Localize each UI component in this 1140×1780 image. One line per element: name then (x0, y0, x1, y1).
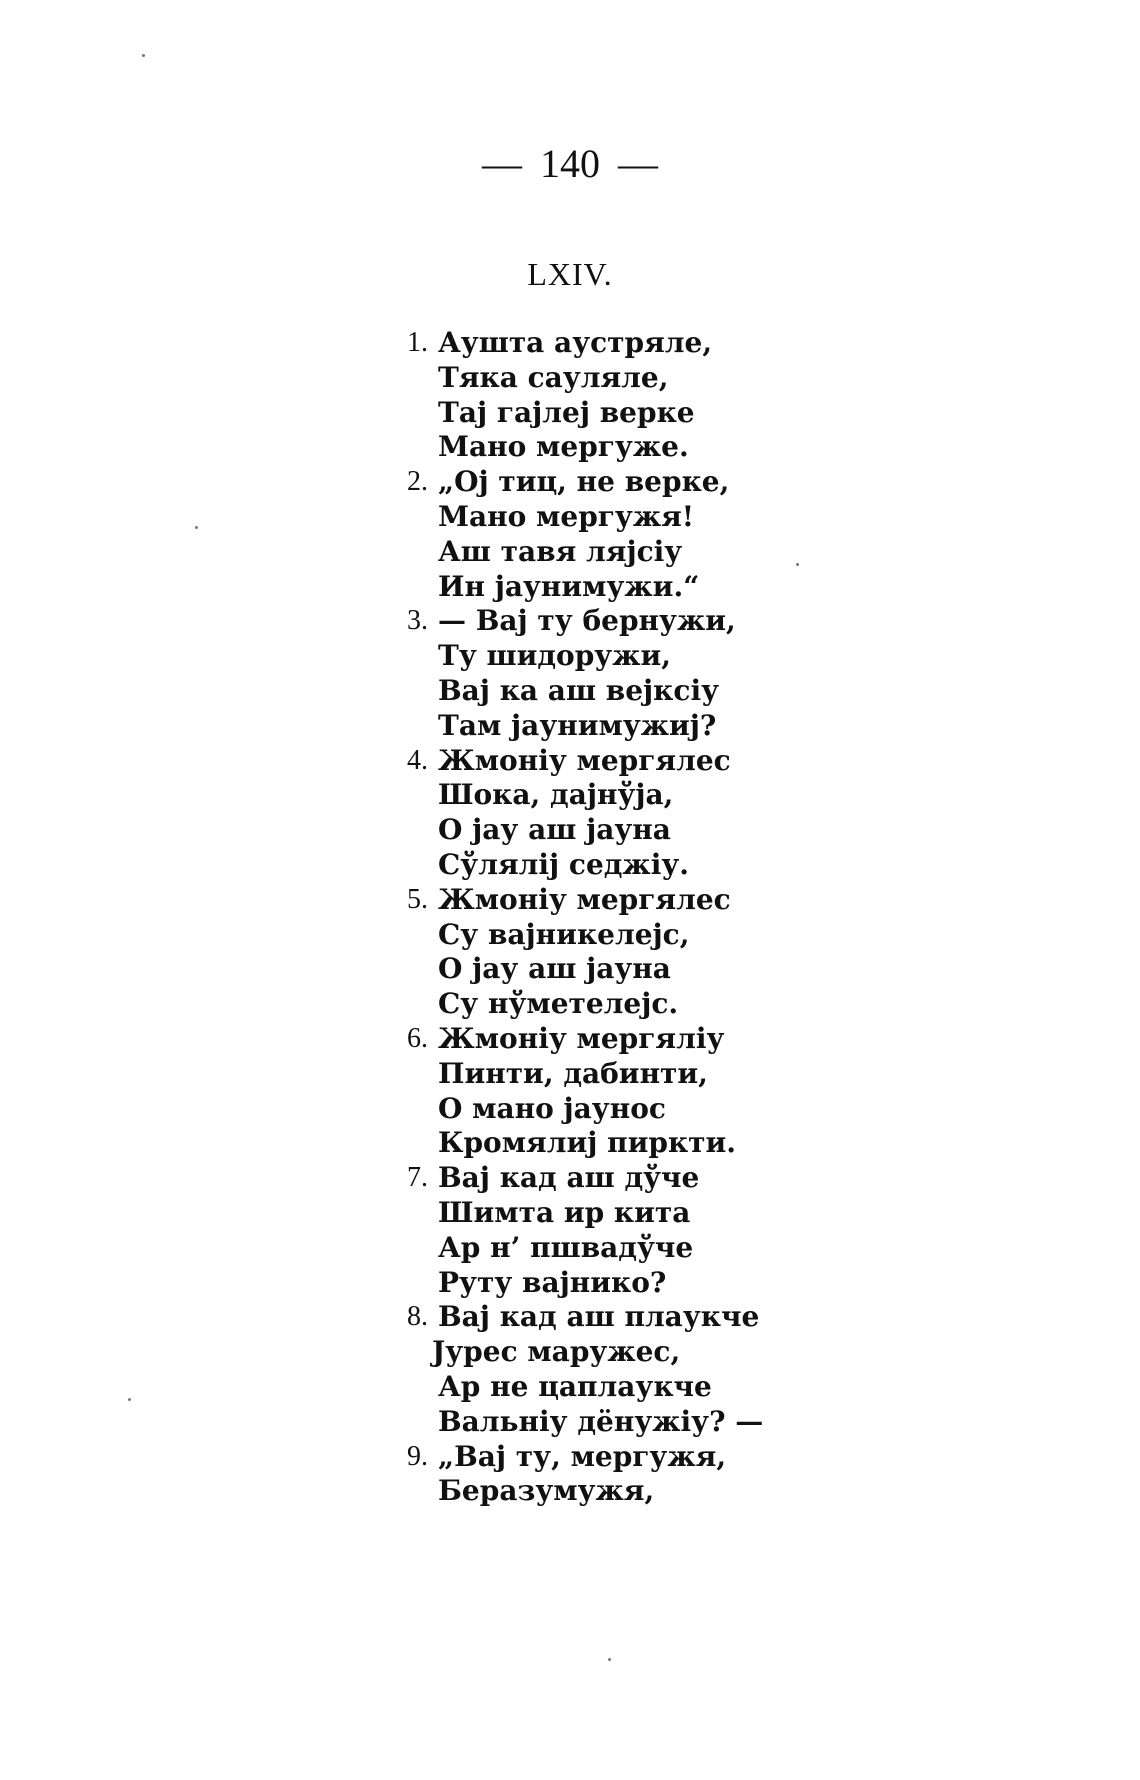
poem-line-text: „Вај ту, мергужя, (438, 1439, 727, 1473)
poem-line-text: Су вајникелејс, (438, 917, 690, 951)
scan-speck (608, 1658, 611, 1661)
stanza (370, 1440, 770, 1510)
poem-line (370, 952, 770, 987)
poem-line-text: Аш тавя ляјсіу (438, 534, 683, 568)
poem-line-text: Тај гајлеј верке (438, 395, 695, 429)
poem-line (370, 918, 770, 953)
stanza (370, 465, 770, 604)
poem-line (370, 430, 770, 465)
poem-line (370, 1161, 770, 1196)
poem-line-text: О мано јаунос (438, 1091, 666, 1125)
poem-line-text: О јау аш јауна (438, 813, 671, 847)
poem-line-text: О јау аш јауна (438, 952, 671, 986)
poem-line (370, 778, 770, 813)
poem-line (370, 744, 770, 779)
poem-line (370, 361, 770, 396)
poem-line-text: Вај кад аш плаукче (438, 1300, 760, 1334)
poem-line-text: Ту шидоружи, (438, 639, 671, 673)
stanza-number: 9. (407, 1440, 428, 1472)
stanza (370, 1300, 770, 1439)
poem-line-text: Шока, дајнўја, (438, 778, 674, 812)
poem-line (370, 987, 770, 1022)
poem-line (370, 326, 770, 361)
scan-speck (142, 54, 145, 57)
scan-speck (195, 526, 198, 529)
poem-line (370, 500, 770, 535)
poem-line (370, 570, 770, 605)
poem-line-text: Сўляліј седжіу. (438, 847, 690, 881)
stanza (370, 1161, 770, 1300)
stanza-number: 8. (407, 1301, 428, 1333)
stanza (370, 604, 770, 743)
poem-line (370, 674, 770, 709)
poem-line (370, 709, 770, 744)
poem-line (370, 883, 770, 918)
poem-line-text: Јурес маружес, (432, 1335, 681, 1369)
poem-line-text: Вај ка аш вејксіу (438, 673, 720, 707)
scan-speck (128, 1398, 131, 1401)
poem-line (370, 1300, 770, 1335)
stanza-number: 7. (407, 1162, 428, 1194)
poem-line-text: Жмоніу мергялес (438, 743, 731, 777)
poem-line-text: Жмоніу мергялес (438, 882, 731, 916)
poem-line (370, 1196, 770, 1231)
stanza (370, 883, 770, 1022)
poem-line-text: Пинти, дабинти, (438, 1056, 708, 1090)
poem-line-text: Вальніу дёнужіу? — (438, 1404, 764, 1438)
stanza (370, 744, 770, 883)
poem-line-text: Тяка сауляле, (438, 360, 669, 394)
poem-line-text: Мано мергуже. (438, 430, 689, 464)
page-header (0, 140, 1140, 187)
poem-line-text: Ин јаунимужи.“ (438, 569, 700, 603)
header-dash-right: — (618, 141, 658, 186)
poem-line (370, 465, 770, 500)
poem-line (370, 604, 770, 639)
poem-line (370, 639, 770, 674)
poem-line-text: Там јаунимужиј? (438, 708, 717, 742)
poem-line-text: — Вај ту бернужи, (438, 604, 736, 638)
stanza-number: 5. (407, 883, 428, 915)
stanza-number: 2. (407, 466, 428, 498)
poem-line-text: Ар не цаплаукче (438, 1369, 712, 1403)
poem-line (370, 1370, 770, 1405)
poem-line-text: Су нўметелејс. (438, 987, 679, 1021)
poem-line (370, 848, 770, 883)
stanza-number: 1. (407, 327, 428, 358)
stanza-number: 3. (407, 605, 428, 637)
poem-line-text: Руту вајнико? (438, 1265, 667, 1299)
poem-line-text: Аушта аустряле, (438, 326, 713, 359)
poem-line-text: Мано мергужя! (438, 499, 695, 533)
poem-line-text: „Ој тиц, не верке, (438, 465, 730, 499)
poem (370, 326, 770, 1509)
poem-line (370, 1126, 770, 1161)
poem-line (370, 1057, 770, 1092)
poem-line-text: Вај кад аш дўче (438, 1161, 700, 1195)
section-heading: LXIV. (527, 256, 613, 292)
stanza-number: 4. (407, 744, 428, 776)
page-number: 140 (540, 141, 600, 186)
poem-line (370, 1405, 770, 1440)
poem-line (370, 1335, 770, 1370)
stanza (370, 1022, 770, 1161)
poem-line (370, 396, 770, 431)
poem-line (370, 813, 770, 848)
poem-line (370, 535, 770, 570)
poem-line (370, 1022, 770, 1057)
poem-line-text: Кромялиј пиркти. (438, 1126, 737, 1160)
scan-speck (796, 563, 799, 566)
stanza (370, 326, 770, 465)
poem-line-text: Жмоніу мергяліу (438, 1021, 725, 1055)
poem-line-text: Беразумужя, (438, 1474, 655, 1508)
poem-line-text: Шимта ир кита (438, 1195, 691, 1229)
stanza-number: 6. (407, 1022, 428, 1054)
poem-line (370, 1474, 770, 1509)
header-dash-left: — (482, 141, 522, 186)
poem-line-text: Ар н’ пшвадўче (438, 1230, 694, 1264)
poem-line (370, 1092, 770, 1127)
poem-line (370, 1266, 770, 1301)
poem-line (370, 1440, 770, 1475)
poem-line (370, 1231, 770, 1266)
